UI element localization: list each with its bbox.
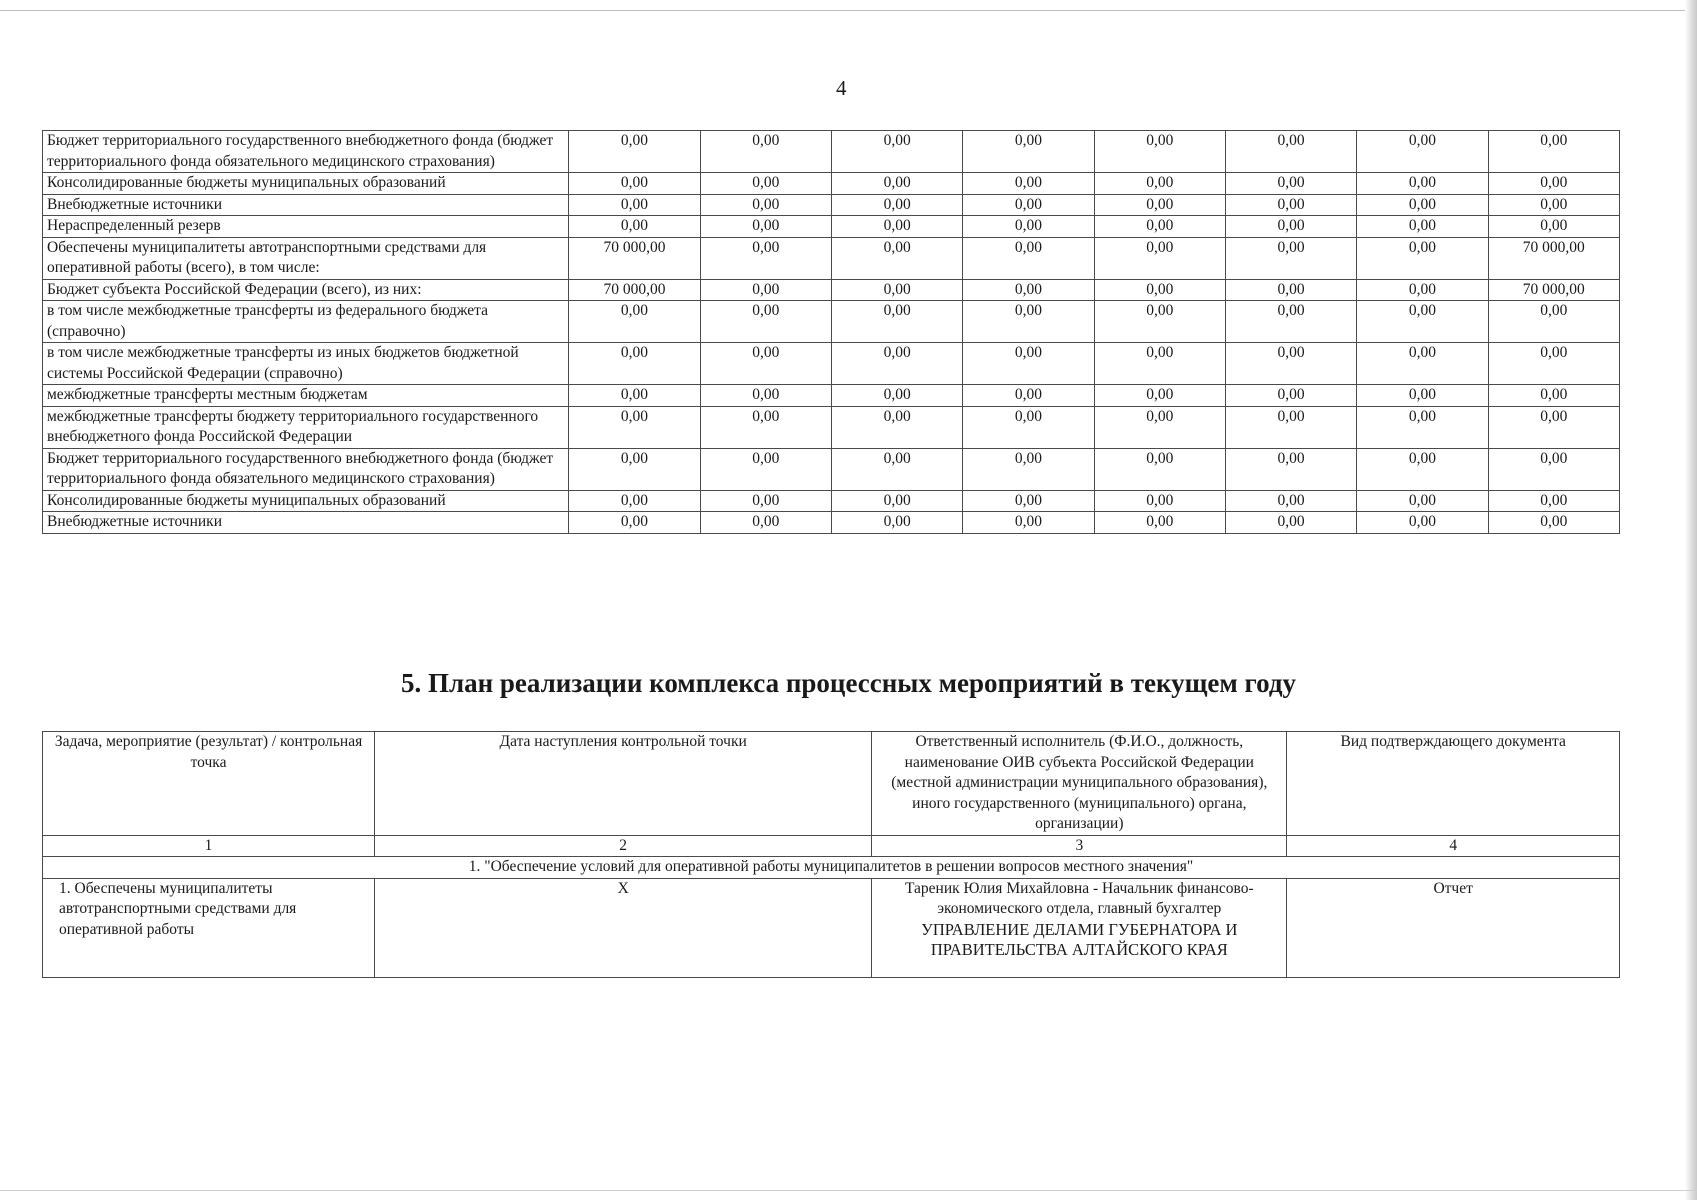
budget-value-cell: 0,00 [831, 131, 962, 173]
budget-value-cell: 0,00 [569, 343, 700, 385]
page-number: 4 [836, 76, 847, 100]
budget-row-label: в том числе межбюджетные трансферты из федерального бюджета (справочно) [43, 301, 569, 343]
budget-value-cell: 0,00 [700, 131, 831, 173]
top-scan-rule [0, 10, 1697, 11]
budget-value-cell: 0,00 [700, 512, 831, 534]
budget-value-cell: 0,00 [700, 194, 831, 216]
budget-value-cell: 0,00 [1094, 406, 1225, 448]
budget-row [43, 490, 1620, 512]
group-title: 1. "Обеспечение условий для оперативной работы муниципалитетов в решении вопросов местного значения" [43, 857, 1620, 879]
budget-row [43, 301, 1620, 343]
budget-row [43, 131, 1620, 173]
budget-value-cell: 0,00 [1357, 448, 1488, 490]
budget-value-cell: 0,00 [1357, 490, 1488, 512]
budget-value-cell: 0,00 [831, 343, 962, 385]
budget-row-label: Нераспределенный резерв [43, 216, 569, 238]
column-number: 4 [1287, 835, 1620, 857]
budget-value-cell: 0,00 [569, 173, 700, 195]
budget-value-cell: 0,00 [1357, 279, 1488, 301]
budget-value-cell: 0,00 [1488, 343, 1619, 385]
budget-row [43, 279, 1620, 301]
budget-value-cell: 0,00 [1357, 406, 1488, 448]
budget-row-label: Бюджет субъекта Российской Федерации (всего), из них: [43, 279, 569, 301]
budget-value-cell: 0,00 [700, 343, 831, 385]
budget-value-cell: 0,00 [1357, 385, 1488, 407]
budget-value-cell: 0,00 [1225, 343, 1356, 385]
budget-value-cell: 0,00 [831, 216, 962, 238]
budget-value-cell: 0,00 [831, 279, 962, 301]
plan-header-row [43, 732, 1620, 836]
budget-value-cell: 0,00 [1488, 216, 1619, 238]
section-title: 5. План реализации комплекса процессных мероприятий в текущем году [400, 668, 1297, 698]
group-row [43, 857, 1620, 879]
task-document: Отчет [1287, 878, 1620, 977]
budget-value-cell: 0,00 [963, 343, 1094, 385]
budget-value-cell: 0,00 [1488, 194, 1619, 216]
task-row [43, 878, 1620, 977]
task-executor-cell [872, 878, 1287, 977]
budget-value-cell: 0,00 [569, 448, 700, 490]
budget-value-cell: 0,00 [1225, 173, 1356, 195]
budget-value-cell: 0,00 [1357, 173, 1488, 195]
budget-value-cell: 0,00 [963, 406, 1094, 448]
budget-value-cell: 0,00 [963, 301, 1094, 343]
budget-value-cell: 0,00 [831, 406, 962, 448]
column-number: 2 [375, 835, 872, 857]
budget-value-cell: 0,00 [569, 194, 700, 216]
budget-row-label: Внебюджетные источники [43, 194, 569, 216]
budget-value-cell: 0,00 [700, 237, 831, 279]
budget-value-cell: 0,00 [1357, 131, 1488, 173]
budget-value-cell: 0,00 [963, 173, 1094, 195]
plan-table [42, 731, 1620, 978]
budget-value-cell: 0,00 [1488, 490, 1619, 512]
task-executor: Тареник Юлия Михайловна - Начальник финансово-экономического отдела, главный бухгалтер [904, 879, 1254, 917]
budget-row [43, 343, 1620, 385]
budget-value-cell: 0,00 [1357, 343, 1488, 385]
budget-value-cell: 0,00 [1094, 385, 1225, 407]
budget-value-cell: 0,00 [700, 173, 831, 195]
scan-edge-shadow [1685, 0, 1697, 1200]
budget-value-cell: 70 000,00 [569, 279, 700, 301]
budget-value-cell: 0,00 [963, 385, 1094, 407]
budget-value-cell: 0,00 [1094, 343, 1225, 385]
budget-value-cell: 0,00 [700, 301, 831, 343]
budget-value-cell: 0,00 [700, 279, 831, 301]
task-date: X [375, 878, 872, 977]
budget-table-body [43, 131, 1620, 534]
budget-value-cell: 0,00 [963, 216, 1094, 238]
budget-value-cell: 0,00 [831, 173, 962, 195]
budget-value-cell: 0,00 [1094, 173, 1225, 195]
budget-value-cell: 0,00 [1225, 406, 1356, 448]
bottom-scan-rule [0, 1190, 1697, 1191]
budget-value-cell: 0,00 [700, 385, 831, 407]
column-number: 1 [43, 835, 375, 857]
budget-value-cell: 0,00 [700, 448, 831, 490]
budget-value-cell: 0,00 [1488, 301, 1619, 343]
budget-row-label: Обеспечены муниципалитеты автотранспортными средствами для оперативной работы (всего), в том числе: [43, 237, 569, 279]
budget-value-cell: 0,00 [1225, 279, 1356, 301]
budget-table [42, 130, 1620, 534]
budget-value-cell: 0,00 [1488, 131, 1619, 173]
budget-value-cell: 0,00 [569, 216, 700, 238]
column-number: 3 [872, 835, 1287, 857]
budget-row [43, 194, 1620, 216]
budget-row [43, 448, 1620, 490]
header-task: Задача, мероприятие (результат) / контрольная точка [43, 732, 375, 836]
budget-value-cell: 0,00 [1225, 490, 1356, 512]
header-executor: Ответственный исполнитель (Ф.И.О., должность, наименование ОИВ субъекта Российской Федерации (местной администрации муниципального образования), иного государственного (муниципального) органа, организации) [872, 732, 1287, 836]
budget-value-cell: 0,00 [1225, 301, 1356, 343]
budget-value-cell: 0,00 [1488, 406, 1619, 448]
column-number-row [43, 835, 1620, 857]
budget-row-label: Консолидированные бюджеты муниципальных образований [43, 173, 569, 195]
budget-value-cell: 70 000,00 [1488, 279, 1619, 301]
budget-row-label: межбюджетные трансферты местным бюджетам [43, 385, 569, 407]
budget-row [43, 406, 1620, 448]
budget-row-label: в том числе межбюджетные трансферты из иных бюджетов бюджетной системы Российской Федерации (справочно) [43, 343, 569, 385]
budget-value-cell: 0,00 [831, 490, 962, 512]
budget-value-cell: 0,00 [1094, 131, 1225, 173]
budget-value-cell: 0,00 [1357, 512, 1488, 534]
budget-value-cell: 0,00 [1094, 512, 1225, 534]
budget-value-cell: 0,00 [700, 216, 831, 238]
budget-value-cell: 0,00 [831, 194, 962, 216]
budget-value-cell: 0,00 [1225, 216, 1356, 238]
budget-value-cell: 0,00 [569, 512, 700, 534]
budget-row [43, 216, 1620, 238]
budget-row-label: Консолидированные бюджеты муниципальных образований [43, 490, 569, 512]
budget-value-cell: 0,00 [963, 194, 1094, 216]
budget-value-cell: 0,00 [569, 385, 700, 407]
budget-value-cell: 0,00 [1225, 194, 1356, 216]
budget-value-cell: 0,00 [700, 490, 831, 512]
budget-value-cell: 0,00 [963, 131, 1094, 173]
budget-value-cell: 0,00 [963, 512, 1094, 534]
budget-value-cell: 0,00 [831, 301, 962, 343]
budget-value-cell: 0,00 [569, 301, 700, 343]
budget-value-cell: 0,00 [831, 512, 962, 534]
header-date: Дата наступления контрольной точки [375, 732, 872, 836]
budget-value-cell: 70 000,00 [569, 237, 700, 279]
budget-row [43, 512, 1620, 534]
budget-value-cell: 0,00 [1225, 385, 1356, 407]
budget-value-cell: 0,00 [1357, 194, 1488, 216]
budget-row-label: Внебюджетные источники [43, 512, 569, 534]
budget-value-cell: 0,00 [1094, 237, 1225, 279]
budget-value-cell: 0,00 [1094, 279, 1225, 301]
budget-value-cell: 0,00 [831, 385, 962, 407]
budget-row [43, 385, 1620, 407]
budget-row-label: Бюджет территориального государственного внебюджетного фонда (бюджет территориального фонда обязательного медицинского страхования) [43, 131, 569, 173]
budget-value-cell: 0,00 [1225, 131, 1356, 173]
budget-value-cell: 0,00 [1225, 512, 1356, 534]
budget-value-cell: 0,00 [963, 279, 1094, 301]
budget-value-cell: 0,00 [1488, 448, 1619, 490]
budget-value-cell: 0,00 [963, 490, 1094, 512]
budget-value-cell: 70 000,00 [1488, 237, 1619, 279]
budget-value-cell: 0,00 [1094, 194, 1225, 216]
budget-value-cell: 0,00 [1488, 512, 1619, 534]
budget-value-cell: 0,00 [1225, 448, 1356, 490]
budget-value-cell: 0,00 [569, 490, 700, 512]
header-document: Вид подтверждающего документа [1287, 732, 1620, 836]
budget-value-cell: 0,00 [963, 237, 1094, 279]
budget-value-cell: 0,00 [1094, 216, 1225, 238]
budget-value-cell: 0,00 [569, 131, 700, 173]
budget-value-cell: 0,00 [831, 448, 962, 490]
budget-value-cell: 0,00 [700, 406, 831, 448]
task-name: 1. Обеспечены муниципалитеты автотранспортными средствами для оперативной работы [43, 878, 375, 977]
budget-value-cell: 0,00 [1357, 301, 1488, 343]
budget-value-cell: 0,00 [1488, 173, 1619, 195]
budget-value-cell: 0,00 [1094, 490, 1225, 512]
budget-value-cell: 0,00 [963, 448, 1094, 490]
budget-value-cell: 0,00 [1357, 216, 1488, 238]
budget-value-cell: 0,00 [1488, 385, 1619, 407]
budget-value-cell: 0,00 [1094, 301, 1225, 343]
budget-row [43, 173, 1620, 195]
budget-value-cell: 0,00 [1357, 237, 1488, 279]
budget-row-label: межбюджетные трансферты бюджету территориального государственного внебюджетного фонда Российской Федерации [43, 406, 569, 448]
budget-value-cell: 0,00 [569, 406, 700, 448]
budget-value-cell: 0,00 [831, 237, 962, 279]
budget-row-label: Бюджет территориального государственного внебюджетного фонда (бюджет территориального фонда обязательного медицинского страхования) [43, 448, 569, 490]
budget-value-cell: 0,00 [1225, 237, 1356, 279]
budget-row [43, 237, 1620, 279]
budget-value-cell: 0,00 [1094, 448, 1225, 490]
task-organization: УПРАВЛЕНИЕ ДЕЛАМИ ГУБЕРНАТОРА И ПРАВИТЕЛЬСТВА АЛТАЙСКОГО КРАЯ [921, 919, 1238, 959]
